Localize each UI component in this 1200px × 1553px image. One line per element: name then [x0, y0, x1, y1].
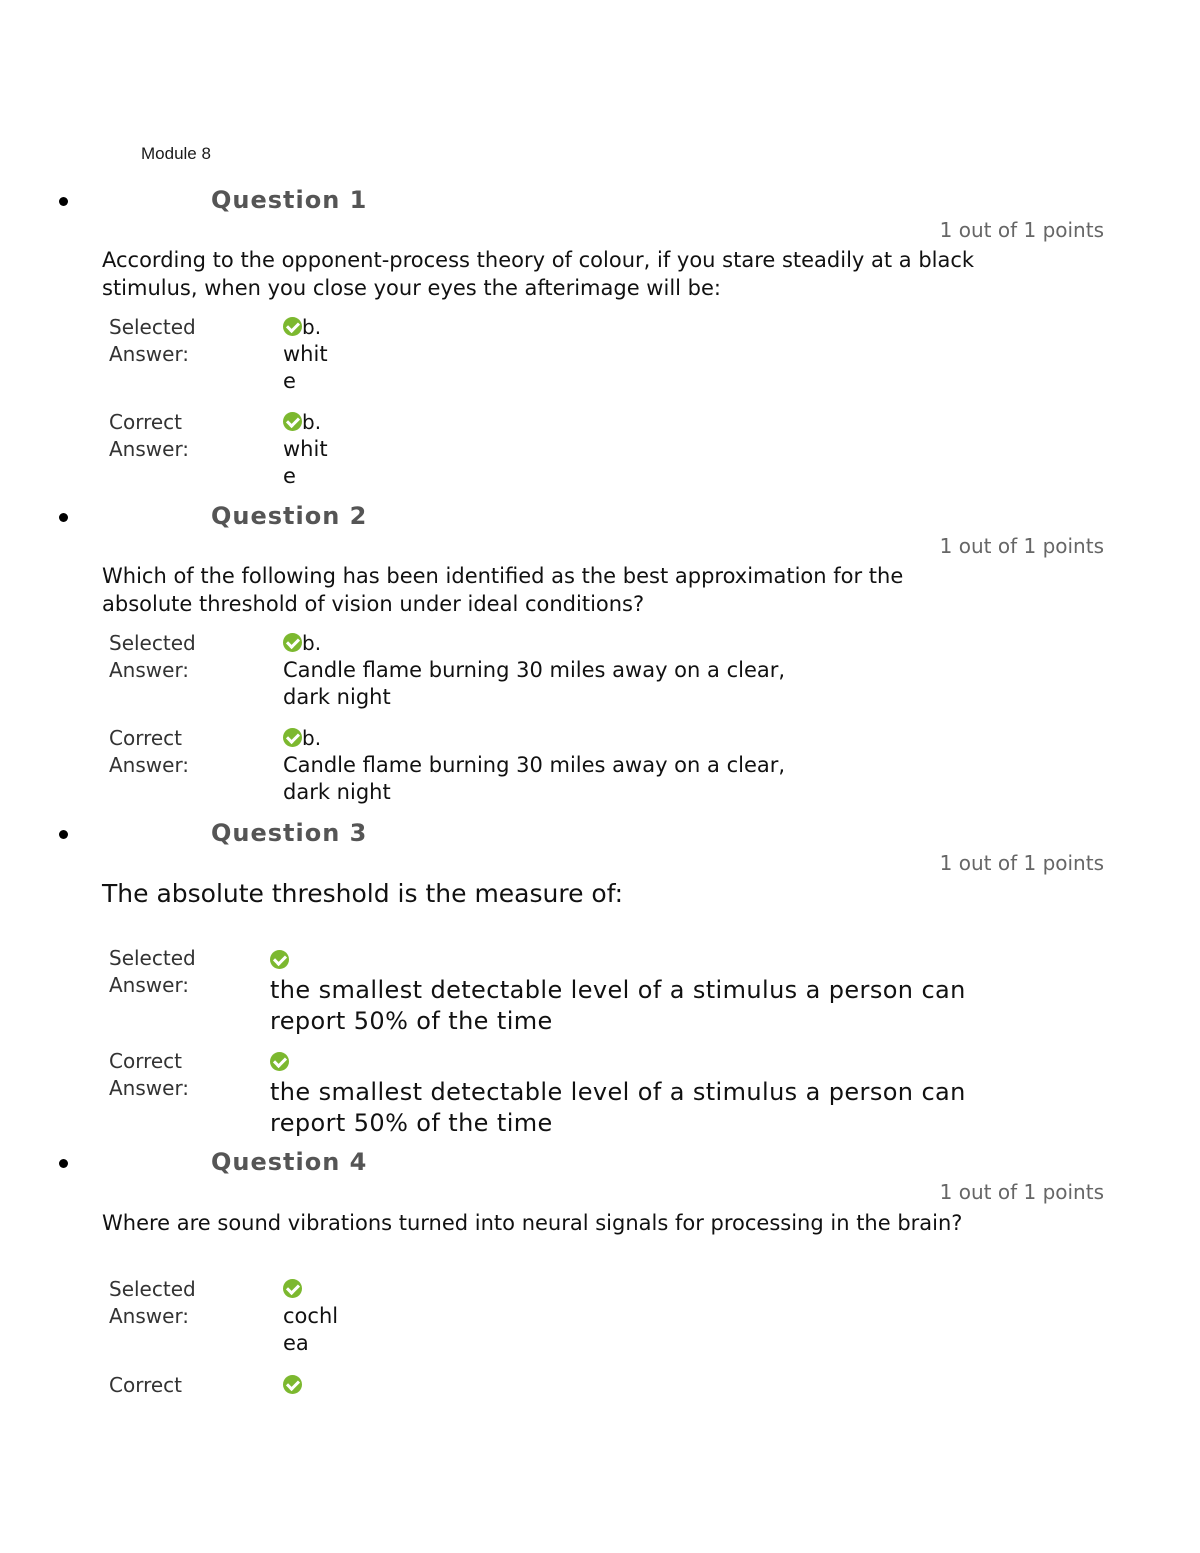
correct-answer	[283, 1372, 302, 1399]
selected-answer-label: Selected Answer:	[109, 946, 196, 997]
selected-answer-label: Selected Answer:	[109, 631, 196, 682]
selected-answer	[270, 944, 990, 1037]
answer-text: Candle flame burning 30 miles away on a clear, dark night	[283, 658, 786, 709]
correct-answer	[270, 1046, 990, 1139]
check-circle-icon	[270, 1052, 289, 1071]
correct-answer-label: Correct Answer:	[109, 410, 190, 461]
question-2-text: Which of the following has been identified as the best approximation for the absolute threshold of vision under ideal conditions?	[102, 564, 904, 616]
answer-text: white	[283, 437, 328, 488]
check-circle-icon	[283, 1375, 302, 1394]
question-2-points: 1 out of 1 points	[939, 534, 1104, 558]
selected-answer	[283, 1276, 347, 1357]
question-2-title: Question 2	[211, 502, 368, 530]
selected-answer-label: Selected Answer:	[109, 315, 196, 366]
bullet-icon	[59, 830, 68, 839]
check-circle-icon	[283, 728, 302, 747]
correct-answer	[283, 409, 335, 490]
answer-text: the smallest detectable level of a stimulus a person can report 50% of the time	[270, 976, 966, 1035]
bullet-icon	[59, 513, 68, 522]
correct-answer-label: Correct	[109, 1373, 182, 1397]
question-1-text: According to the opponent-process theory of colour, if you stare steadily at a black stimulus, when you close your eyes the afterimage will be:	[102, 248, 975, 300]
bullet-icon	[59, 1159, 68, 1168]
answer-letter: b.	[302, 726, 322, 750]
answer-text: white	[283, 342, 328, 393]
check-circle-icon	[270, 950, 289, 969]
answer-letter: b.	[302, 631, 322, 655]
module-title: Module 8	[141, 144, 211, 163]
check-circle-icon	[283, 317, 302, 336]
check-circle-icon	[283, 1279, 302, 1298]
check-circle-icon	[283, 633, 302, 652]
selected-answer-label: Selected Answer:	[109, 1277, 196, 1328]
question-1-points: 1 out of 1 points	[939, 218, 1104, 242]
selected-answer	[283, 630, 793, 711]
question-3-title: Question 3	[211, 819, 368, 847]
correct-answer	[283, 725, 793, 806]
bullet-icon	[59, 197, 68, 206]
answer-text: Candle flame burning 30 miles away on a clear, dark night	[283, 753, 786, 804]
answer-letter: b.	[302, 410, 322, 434]
answer-text: the smallest detectable level of a stimulus a person can report 50% of the time	[270, 1078, 966, 1137]
selected-answer	[283, 314, 335, 395]
question-1-title: Question 1	[211, 186, 368, 214]
answer-letter: b.	[302, 315, 322, 339]
question-4-points: 1 out of 1 points	[939, 1180, 1104, 1204]
question-3-text: The absolute threshold is the measure of:	[102, 879, 624, 908]
check-circle-icon	[283, 412, 302, 431]
answer-text: cochlea	[283, 1304, 339, 1355]
correct-answer-label: Correct Answer:	[109, 726, 190, 777]
question-3-points: 1 out of 1 points	[939, 851, 1104, 875]
question-4-text: Where are sound vibrations turned into neural signals for processing in the brain?	[102, 1211, 963, 1235]
correct-answer-label: Correct Answer:	[109, 1049, 190, 1100]
question-4-title: Question 4	[211, 1148, 368, 1176]
